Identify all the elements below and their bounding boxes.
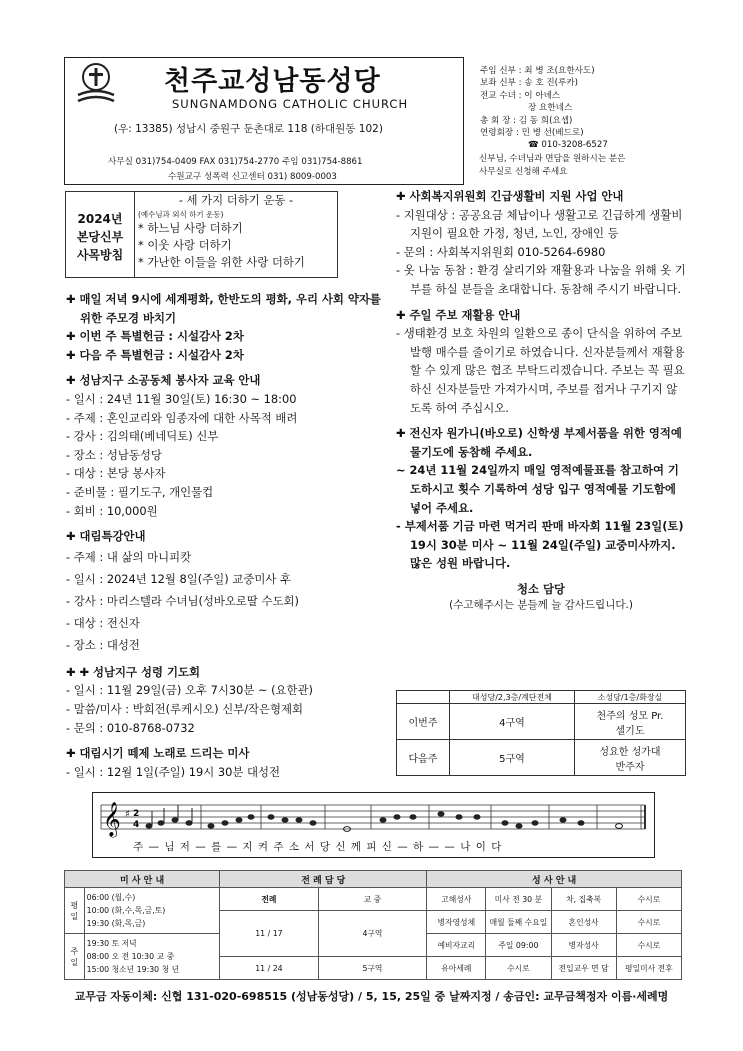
table-cell xyxy=(575,740,686,776)
mass-header: 미 사 안 내 xyxy=(65,871,220,888)
day-label: 평일 xyxy=(65,888,85,934)
time-line: 08:00 오 전 10:30 교 중 xyxy=(86,952,175,961)
table-cell: 4구역 xyxy=(318,911,427,957)
time-line: 15:00 청소년 19:30 청 년 xyxy=(86,965,180,974)
list-item: - 부제서품 기금 마련 먹거리 판매 바자회 11월 23일(토) 19시 30분 미사 ~ 11월 24일(주일) 교중미사까지. 많은 성원 바랍니다. xyxy=(396,519,684,571)
section-title: ✚ 전신자 원가니(바오로) 신학생 부제서품을 위한 영적예물기도에 동참해 주세요. xyxy=(396,426,682,459)
church-address: (우: 13385) 성남시 중원구 둔촌대로 118 (하대원동 102) xyxy=(114,123,383,135)
motto-body xyxy=(138,192,334,271)
table-cell: 11 / 24 xyxy=(220,957,318,980)
time-line: 19:30 (화,목,금) xyxy=(86,919,146,928)
list-item: - 대상 : 본당 봉사자 xyxy=(66,466,166,481)
list-item: - 옷 나눔 동참 : 환경 살리기와 재활용과 나눔을 위해 옷 기부를 하실 분들을 초대합니다. 동참해 주시기 바랍니다. xyxy=(396,263,686,296)
clean-subtitle: (수고해주시는 분들께 늘 감사드립니다.) xyxy=(449,599,633,612)
table-cell: 수시로 xyxy=(486,957,551,980)
table-cell xyxy=(575,704,686,740)
table-cell: 매월 둘째 수요일 xyxy=(486,911,551,934)
staff-row: 장 요한네스 xyxy=(528,103,573,114)
list-item: - 지원대상 : 공공요금 체납이나 생활고로 긴급하게 생활비 지원이 필요한 가정, 청년, 노인, 장애인 등 xyxy=(396,207,683,241)
table-cell: 5구역 xyxy=(318,957,427,980)
section-title: ✚ 사회복지위원회 긴급생활비 지원 사업 안내 xyxy=(396,189,624,203)
motto-item: * 하느님 사랑 더하기 xyxy=(138,221,243,235)
table-cell xyxy=(397,691,450,704)
bulletin-header xyxy=(64,57,679,185)
list-item: ~ 24년 11월 24일까지 매일 영적예물표를 참고하여 기도하시고 횟수 기록하여 성당 입구 영적예물 기도함에 넣어 주세요. xyxy=(396,463,679,515)
weekday-times xyxy=(84,888,220,934)
left-column xyxy=(66,290,384,781)
table-cell: 4구역 xyxy=(450,704,575,740)
table-cell: 유아세례 xyxy=(427,957,486,980)
cell-line: 반주자 xyxy=(615,761,645,773)
list-item: - 일시 : 24년 11월 30일(토) 16:30 ~ 18:00 xyxy=(66,391,297,406)
list-item: - 준비물 : 필기도구, 개인물컵 xyxy=(66,484,214,499)
list-item: - 말씀/미사 : 박희전(루케시오) 신부/작은형제회 xyxy=(66,701,304,716)
staff-list xyxy=(480,65,608,152)
list-item: - 주제 : 내 삶의 마니피캇 xyxy=(66,549,192,564)
music-lyrics: 주 — 님 저 — 를 — 지 켜 주 소 서 당 신 께 피 신 — 하 — — 나 이 다 xyxy=(133,841,503,853)
section-title: ✚ ✚ 성남지구 성령 기도회 xyxy=(66,664,200,679)
svg-text:♯: ♯ xyxy=(125,809,130,820)
cleaning-table xyxy=(396,690,686,776)
table-cell: 다음주 xyxy=(397,740,450,776)
motto-item: * 이웃 사랑 더하기 xyxy=(138,238,232,252)
day-label: 주일 xyxy=(65,934,85,980)
motto-subtitle: (예수님과 외식 하기 운동) xyxy=(138,210,224,219)
table-row xyxy=(397,704,686,740)
schedule-table xyxy=(64,870,682,980)
motto-title: - 세 가지 더하기 운동 - xyxy=(178,193,294,207)
time-line: 06:00 (월,수) xyxy=(86,893,136,902)
list-item: - 일시 : 2024년 12월 8일(주일) 교중미사 후 xyxy=(66,571,291,586)
time-line: 19:30 토 저녁 xyxy=(86,939,137,948)
table-cell: 병자성사 xyxy=(551,934,616,957)
altar-col-header: 전례 xyxy=(220,888,318,911)
motto-item: * 가난한 이들을 위한 사랑 더하기 xyxy=(138,255,305,269)
table-cell: 예비자교리 xyxy=(427,934,486,957)
table-cell: 혼인성사 xyxy=(551,911,616,934)
table-cell: 미사 전 30 분 xyxy=(486,888,551,911)
list-item: - 일시 : 11월 29일(금) 오후 7시30분 ~ (요한관) xyxy=(66,683,314,698)
motto-year-line: 사목방침 xyxy=(76,248,124,262)
staff-row: ☎ 010-3208-6527 xyxy=(528,140,608,151)
church-logo-icon xyxy=(76,61,116,107)
table-row xyxy=(397,740,686,776)
staff-row: 전교 수녀 : 이 아녜스 xyxy=(480,90,561,101)
list-item: - 강사 : 김의태(베네딕토) 신부 xyxy=(66,429,219,444)
table-cell: 대성당/2,3층/계단전체 xyxy=(450,691,575,704)
donation-footer: 교무금 자동이체: 신협 131-020-698515 (성남동성당) / 5, 15, 25일 중 날짜지정 / 송금인: 교무금책정자 이름·세례명 xyxy=(74,990,669,1003)
clean-title: 청소 담당 xyxy=(517,581,565,596)
table-cell: 소성당/1층/화장실 xyxy=(575,691,686,704)
section-title: ✚ 대림특강안내 xyxy=(66,529,146,544)
motto-year-line: 2024년 xyxy=(77,212,123,226)
table-row xyxy=(65,888,682,911)
altar-header: 전 례 담 당 xyxy=(220,871,427,888)
table-cell: 5구역 xyxy=(450,740,575,776)
notice-item: ✚ 매일 저녁 9시에 세계평화, 한반도의 평화, 우리 사회 약자를 위한 주모경 바치기 xyxy=(66,292,381,325)
cell-line: 성요한 성가대 xyxy=(599,746,661,758)
sunday-times xyxy=(84,934,220,980)
table-cell: 수시로 xyxy=(616,911,681,934)
notice-line: 신부님, 수녀님과 면담을 원하시는 분은 xyxy=(479,154,626,164)
staff-row: 주임 신부 : 최 병 조(요한사도) xyxy=(480,66,595,76)
cell-line: 천주의 성모 Pr. xyxy=(596,710,664,722)
table-cell: 주일 09:00 xyxy=(486,934,551,957)
table-cell: 전입교우 면 담 xyxy=(551,957,616,980)
svg-text:4: 4 xyxy=(133,820,140,830)
motto-year-line: 본당신부 xyxy=(76,230,124,244)
table-cell: 수시로 xyxy=(616,888,681,911)
altar-col-header: 교 중 xyxy=(318,888,427,911)
list-item: - 문의 : 사회복지위원회 010-5264-6980 xyxy=(396,244,606,259)
church-title-en: SUNGNAMDONG CATHOLIC CHURCH xyxy=(172,97,409,111)
list-item: - 주제 : 혼인교리와 임종자에 대한 사목적 배려 xyxy=(66,410,298,425)
list-item: - 생태환경 보호 차원의 일환으로 종이 단식을 위하여 주보 발행 매수를 줄이기로 하였습니다. 신자분들께서 재활용 할 수 있게 많은 협조 부탁드리겠습니다. 주보는 꼭 필요하신 신자분들만 가져가시며, 주보를 접거나 구기지 않도록 하여 주십시오. xyxy=(396,326,685,415)
contact-numbers: 사무실 031)754-0409 FAX 031)754-2770 주임 031)754-8861 xyxy=(108,157,363,167)
list-item: - 문의 : 010-8768-0732 xyxy=(66,720,195,735)
table-cell: 차, 집축복 xyxy=(551,888,616,911)
staff-row: 연령회장 : 민 병 선(베드로) xyxy=(480,128,584,139)
right-column xyxy=(396,187,686,612)
staff-row: 보좌 신부 : 송 호 진(루카) xyxy=(480,78,578,89)
church-title: 천주교성남동성당 xyxy=(164,66,381,97)
section-title: ✚ 주일 주보 재활용 안내 xyxy=(396,307,521,322)
music-score xyxy=(92,792,655,858)
motto-year xyxy=(66,192,135,277)
notice-item: ✚ 다음 주 특별헌금 : 시설감사 2차 xyxy=(66,347,244,362)
list-item: - 회비 : 10,000원 xyxy=(66,503,158,518)
section-title: ✚ 성남지구 소공동체 봉사자 교육 안내 xyxy=(66,373,261,388)
list-item: - 대상 : 전신자 xyxy=(66,615,140,630)
cell-line: 셀기도 xyxy=(615,725,645,737)
section-title: ✚ 대림시기 떼제 노래로 드리는 미사 xyxy=(66,746,250,761)
svg-text:𝄞: 𝄞 xyxy=(103,802,121,837)
svg-text:2: 2 xyxy=(133,809,140,819)
counsel-notice xyxy=(479,153,625,179)
list-item: - 장소 : 성남동성당 xyxy=(66,447,162,462)
list-item: - 일시 : 12월 1일(주일) 19시 30분 대성전 xyxy=(66,764,280,779)
table-cell: 수시로 xyxy=(616,934,681,957)
hotline: 수원교구 성폭력 신고센터 031) 8009-0003 xyxy=(168,172,337,182)
staff-row: 총 회 장 : 김 동 희(요셉) xyxy=(480,115,573,126)
notice-line: 사무실로 신청해 주세요 xyxy=(479,167,568,177)
pastoral-motto-box xyxy=(65,191,338,278)
list-item: - 강사 : 마리스텔라 수녀님(성바오로딸 수도회) xyxy=(66,593,300,608)
time-line: 10:00 (화,수,목,금,토) xyxy=(86,906,166,915)
sacrament-header: 성 사 안 내 xyxy=(427,871,682,888)
table-cell: 이번주 xyxy=(397,704,450,740)
table-cell: 고해성사 xyxy=(427,888,486,911)
list-item: - 장소 : 대성전 xyxy=(66,637,140,652)
table-cell: 11 / 17 xyxy=(220,911,318,957)
table-cell: 평일미사 전후 xyxy=(616,957,681,980)
notice-item: ✚ 이번 주 특별헌금 : 시설감사 2차 xyxy=(66,329,244,344)
table-cell: 병자영성체 xyxy=(427,911,486,934)
staff-notation-icon xyxy=(93,795,653,839)
